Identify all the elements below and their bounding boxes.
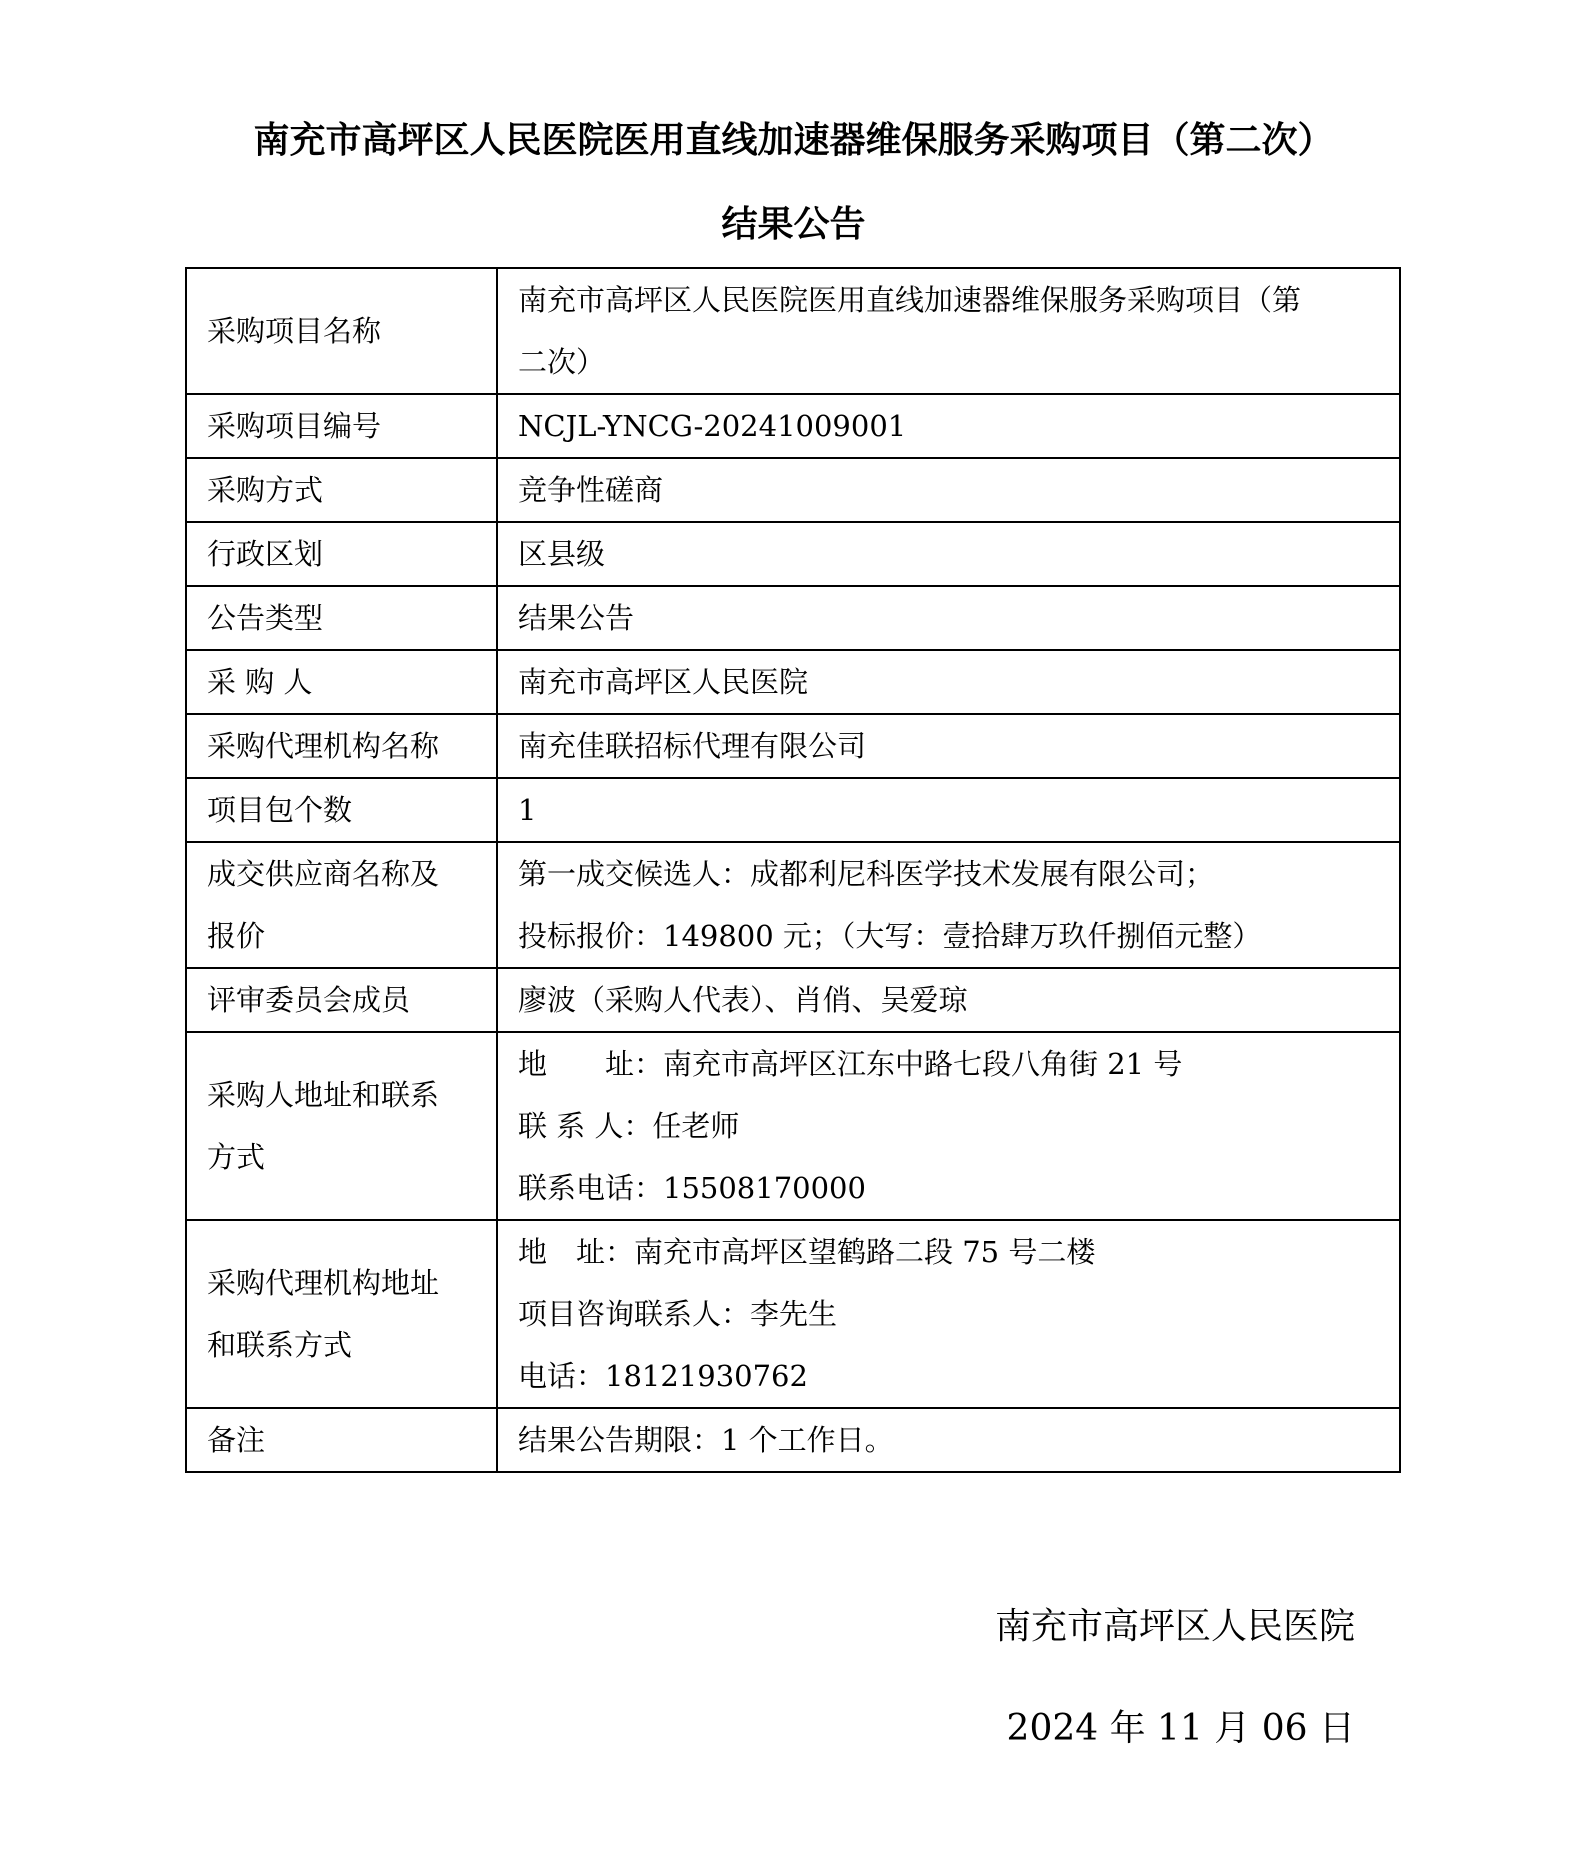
- row-value-line: 结果公告期限：1 个工作日。: [518, 1423, 894, 1457]
- row-value-line: 项目咨询联系人：李先生: [518, 1297, 838, 1331]
- row-value-line: 地 址：南充市高坪区望鹤路二段 75 号二楼: [518, 1235, 1096, 1269]
- row-key: [186, 1408, 497, 1472]
- row-key: [186, 522, 497, 586]
- row-value-line: 结果公告: [518, 601, 635, 635]
- document-title: 南充市高坪区人民医院医用直线加速器维保服务采购项目（第二次）: [253, 119, 1334, 161]
- row-key-line: 方式: [207, 1140, 266, 1174]
- issuing-organization: 南充市高坪区人民医院: [994, 1606, 1355, 1647]
- row-value-line: 区县级: [518, 537, 606, 571]
- table-row: [186, 842, 1400, 968]
- row-key: [186, 842, 497, 968]
- row-value: [497, 458, 1400, 522]
- row-value-line: 南充市高坪区人民医院医用直线加速器维保服务采购项目（第: [518, 283, 1302, 317]
- row-key-line: 报价: [207, 919, 266, 953]
- table-row: [186, 1408, 1400, 1472]
- row-key: [186, 968, 497, 1032]
- row-key-line: 采购代理机构名称: [207, 729, 440, 763]
- table-row: [186, 968, 1400, 1032]
- row-value: [497, 1032, 1400, 1220]
- row-key-line: 项目包个数: [207, 793, 353, 827]
- row-value: [497, 1408, 1400, 1472]
- row-key-line: 行政区划: [207, 537, 324, 571]
- row-value-line: 联 系 人：任老师: [518, 1109, 740, 1143]
- row-value-line: 1: [518, 793, 537, 827]
- row-value: [497, 394, 1400, 458]
- row-value: [497, 268, 1400, 394]
- row-value: [497, 522, 1400, 586]
- table-row: [186, 458, 1400, 522]
- row-value-line: NCJL-YNCG-20241009001: [518, 409, 907, 443]
- row-key-line: 成交供应商名称及: [207, 857, 440, 891]
- row-key: [186, 650, 497, 714]
- table-row: [186, 268, 1400, 394]
- issue-date: 2024 年 11 月 06 日: [1006, 1708, 1355, 1749]
- table-row: [186, 650, 1400, 714]
- row-key: [186, 458, 497, 522]
- row-value-line: 投标报价：149800 元；（大写：壹拾肆万玖仟捌佰元整）: [518, 919, 1262, 953]
- row-value-line: 电话：18121930762: [518, 1359, 808, 1393]
- row-key: [186, 268, 497, 394]
- row-key-line: 采购代理机构地址: [207, 1266, 440, 1300]
- row-value-line: 二次）: [518, 345, 606, 379]
- row-value: [497, 778, 1400, 842]
- row-key: [186, 714, 497, 778]
- table-row: [186, 714, 1400, 778]
- row-key: [186, 778, 497, 842]
- row-key-line: 和联系方式: [207, 1328, 353, 1362]
- info-table: [185, 267, 1401, 1473]
- row-key-line: 采购项目名称: [207, 314, 382, 348]
- row-value-line: 竞争性磋商: [518, 473, 664, 507]
- row-value: [497, 586, 1400, 650]
- row-value-line: 南充佳联招标代理有限公司: [518, 729, 867, 763]
- row-value-line: 联系电话：15508170000: [518, 1171, 866, 1205]
- row-value: [497, 1220, 1400, 1408]
- table-row: [186, 586, 1400, 650]
- row-key: [186, 586, 497, 650]
- row-value-line: 廖波（采购人代表）、肖俏、吴爱琼: [518, 983, 968, 1017]
- table-row: [186, 522, 1400, 586]
- row-value: [497, 714, 1400, 778]
- row-key: [186, 1220, 497, 1408]
- row-value: [497, 968, 1400, 1032]
- document-subtitle: 结果公告: [721, 203, 866, 245]
- row-key: [186, 394, 497, 458]
- row-key-line: 采 购 人: [207, 665, 313, 699]
- row-value-line: 地 址：南充市高坪区江东中路七段八角街 21 号: [518, 1047, 1183, 1081]
- row-value: [497, 650, 1400, 714]
- row-key-line: 备注: [207, 1423, 266, 1457]
- table-row: [186, 1032, 1400, 1220]
- row-key-line: 采购项目编号: [207, 409, 382, 443]
- row-value-line: 南充市高坪区人民医院: [518, 665, 809, 699]
- row-key-line: 公告类型: [207, 601, 324, 635]
- table-row: [186, 778, 1400, 842]
- row-key-line: 采购方式: [207, 473, 324, 507]
- row-key: [186, 1032, 497, 1220]
- row-value: [497, 842, 1400, 968]
- table-row: [186, 394, 1400, 458]
- table-row: [186, 1220, 1400, 1408]
- row-key-line: 评审委员会成员: [207, 983, 411, 1017]
- row-value-line: 第一成交候选人：成都利尼科医学技术发展有限公司；: [518, 857, 1215, 891]
- row-key-line: 采购人地址和联系: [207, 1078, 440, 1112]
